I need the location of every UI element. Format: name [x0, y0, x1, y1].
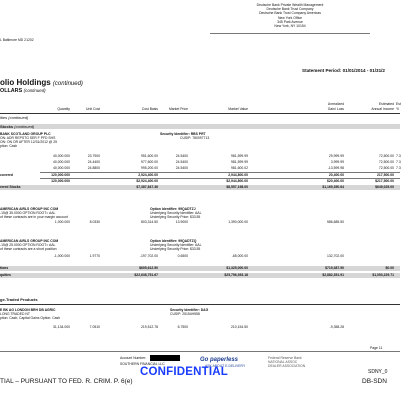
cell-quantity: 40,000.000	[53, 154, 70, 158]
table-row	[0, 166, 400, 171]
cell-market-value: $8,557,198.00	[226, 185, 248, 189]
cell-gain-loss: 20,400.00	[328, 173, 344, 177]
cell-unit-cost: 7.0510	[89, 325, 100, 329]
section-etp-label: ge-Traded Products	[0, 297, 38, 302]
section-label-suffix: (continued)	[8, 115, 29, 120]
option-identifier: Option Identifier: 99QADTZQ	[150, 239, 197, 243]
section-label-text: ities	[0, 115, 8, 120]
option-desc: of these contracts are in your margin account	[0, 215, 68, 219]
cell-quantity: 40,000.000	[53, 166, 70, 170]
issuer-name: BANK SCOTLAND GROUP PLC	[0, 132, 51, 136]
cell-cost-basis: $22,638,751.67	[134, 273, 158, 277]
security-identifier: Security Identifier: DAG	[170, 308, 209, 312]
security-desc: LONG TRADED NT	[0, 312, 30, 316]
underlying-price: Underlying Security Price: $33.55	[150, 215, 201, 219]
dividend-option: ption: Cash	[0, 144, 18, 148]
table-row	[0, 154, 400, 159]
cell-unit-cost: 24.8800	[87, 166, 100, 170]
address-line: New York Office	[277, 15, 303, 20]
cell-cost-basis: 2,924,400.00	[138, 173, 158, 177]
security-identifier: Security Identifier: RBS PRT	[160, 132, 206, 136]
col-unit-cost: Unit Cost	[86, 107, 100, 111]
cell-market-value: 2,944,800.00	[228, 173, 248, 177]
redaction-bar	[150, 355, 180, 361]
cell-market-price: 24.5400	[175, 166, 188, 170]
cell-gain-loss: $20,400.00	[327, 179, 344, 183]
cell-market-price: 24.5400	[175, 154, 188, 158]
title-suffix: (continued)	[52, 81, 83, 87]
cell-annual-income: $649,025.00	[375, 185, 394, 189]
cell-gain-loss: $1,169,350.64	[322, 185, 344, 189]
col-quantity: Quantity	[57, 107, 70, 111]
total-label: erred Stocks	[0, 185, 21, 189]
cell-quantity: -1,000.000	[53, 254, 70, 258]
footer-firm: SOUTHERN FINANCIAL LLC	[120, 362, 165, 366]
cell-cost-basis: $605,612.50	[139, 266, 158, 270]
statement-period: Statement Period: 01/01/2014 - 01/31/2	[302, 68, 385, 73]
cell-market-value: 210,154.50	[231, 325, 248, 329]
cell-yield: 7.3	[396, 166, 401, 170]
col-unrealized-top: Unrealized	[327, 102, 344, 106]
page-number: Page 11	[370, 346, 383, 350]
option-desc: of these contracts are a short position	[0, 247, 57, 251]
sub-label-suffix: (continued)	[14, 124, 35, 129]
issuer-name: AMERICAN AIRLS GROUP INC COM	[0, 239, 59, 243]
sub-label: Stocks	[0, 124, 14, 129]
cell-annual-income: $217,500.00	[375, 179, 394, 183]
total-label: quities	[0, 273, 11, 277]
cell-market-value: 981,599.99	[231, 160, 248, 164]
footer-rule	[0, 351, 400, 352]
dividend-option: ption: Cash; Capital Gains Option: Cash	[0, 316, 61, 320]
cell-market-value: $1,325,000.00	[226, 266, 248, 270]
cell-gain-loss: 586,685.50	[327, 220, 344, 224]
section-preferred-band	[0, 124, 400, 129]
covered-label: covered	[0, 173, 14, 177]
confidential-stamp: CONFIDENTIAL	[140, 366, 229, 378]
cell-cost-basis: -197,702.00	[139, 254, 158, 258]
cell-cost-basis: $2,924,400.00	[136, 179, 158, 183]
cell-yield: 7.3	[396, 154, 401, 158]
cell-annual-income: 72,500.00	[378, 154, 394, 158]
cell-gain-loss: -13,599.98	[327, 166, 344, 170]
cell-cost-basis: 995,200.00	[141, 166, 158, 170]
table-row	[0, 325, 400, 330]
security-desc: ON: ADR REPSTG SER F PFD SHS	[0, 136, 56, 140]
address-line: Deutsche Bank Trust Company	[266, 7, 314, 12]
underlying-identifier: Underlying Security Identifier: AAL	[150, 243, 202, 247]
account-address: L Baltimore MD 21202	[0, 38, 34, 42]
cell-unit-cost: 8.0330	[89, 220, 100, 224]
cell-gain-loss: $719,387.50	[325, 266, 344, 270]
issuer-name: AMERICAN AIRLS GROUP INC COM	[0, 207, 59, 211]
page-title	[0, 78, 83, 87]
bank-address	[250, 3, 330, 28]
address-line: New York, NY 10154	[274, 24, 306, 29]
cell-unit-cost: 1.9770	[89, 254, 100, 258]
cell-market-price: 6.7500	[177, 325, 188, 329]
cell-market-value: $25,756,393.18	[224, 273, 248, 277]
section-equities-label	[0, 115, 28, 120]
regulator-line: NATIONAL ASSOC	[268, 360, 298, 364]
bates-number: DB-SDN	[362, 378, 387, 385]
table-row	[0, 160, 400, 165]
cell-market-price: 13.9000	[175, 220, 188, 224]
cell-annual-income: $1,053,229.71	[372, 273, 394, 277]
col-extra-bottom: Yi	[396, 107, 399, 111]
security-desc: ON: ON OR AFTER 12/31/2012 @ 25	[0, 140, 57, 144]
option-identifier: Option Identifier: 99QADTZJ	[150, 207, 196, 211]
go-paperless-logo: Go paperless	[200, 357, 239, 363]
cell-gain-loss: 3,999.99	[330, 160, 344, 164]
cell-quantity: 31,134.000	[53, 325, 70, 329]
underlying-identifier: Underlying Security Identifier: AAL	[150, 211, 202, 215]
cell-market-value: -65,000.00	[231, 254, 248, 258]
security-total-row	[0, 179, 400, 184]
cell-market-value: $2,944,800.00	[226, 179, 248, 183]
option-desc: -15@ 35.0000 OPTION ROOT= AAL	[0, 211, 56, 215]
cusip: CUSIP: 780097713	[180, 136, 210, 140]
section-preferred-label	[0, 124, 34, 129]
col-market-value: Market Value	[228, 107, 248, 111]
cell-cost-basis: 803,314.50	[141, 220, 158, 224]
cell-gain-loss: -9,358.28	[329, 325, 344, 329]
table-row	[0, 220, 400, 225]
cusip: CUSIP: 25154H558	[170, 312, 200, 316]
cell-quantity: 120,000.000	[51, 179, 70, 183]
cell-cost-basis: 951,600.00	[141, 154, 158, 158]
address-line: 345 Park Avenue	[277, 19, 303, 24]
bates-number: SDNY_0	[368, 369, 388, 375]
cell-gain-loss: 132,702.00	[327, 254, 344, 258]
currency-subtitle	[0, 88, 46, 94]
cell-market-value: 1,390,000.00	[228, 220, 248, 224]
total-label: tions	[0, 266, 9, 270]
col-estimated-top: Estimated	[378, 102, 394, 106]
header-rule	[210, 33, 370, 34]
cell-annual-income: 72,500.00	[378, 160, 394, 164]
cell-annual-income: 217,500.00	[377, 173, 394, 177]
cell-unit-cost: 24.4400	[87, 160, 100, 164]
go-paperless-sub: ASK ABOUT E-DELIVERY	[205, 364, 246, 368]
address-line: Deutsche Bank Trust Company Americas	[259, 11, 321, 16]
cell-quantity: 120,000.000	[51, 173, 70, 177]
cell-market-price: 0.6500	[177, 254, 188, 258]
confidential-notice: TIAL – PURSUANT TO FED. R. CRIM. P. 6(e)	[0, 378, 133, 385]
cell-quantity: 40,000.000	[53, 160, 70, 164]
option-desc: -15@ 25.0000 OPTION ROOT= AAL	[0, 243, 56, 247]
subtitle-suffix: (continued)	[23, 88, 46, 93]
col-unrealized-bottom: Gain/ Loss	[327, 107, 344, 111]
cell-annual-income: 72,500.00	[378, 166, 394, 170]
cell-market-price: 24.5400	[175, 160, 188, 164]
preferred-total-row	[0, 185, 400, 190]
title-text: olio Holdings	[0, 78, 51, 87]
subtitle-text: OLLARS	[0, 88, 23, 94]
col-market-price: Market Price	[168, 107, 188, 111]
cell-annual-income: $0.00	[385, 266, 394, 270]
cell-cost-basis: 219,512.78	[141, 325, 158, 329]
cell-gain-loss: $2,882,351.91	[322, 273, 344, 277]
cell-yield: 7.3	[396, 160, 401, 164]
options-total-row	[0, 266, 400, 271]
regulator-line: Federal Reserve Bank	[268, 356, 302, 360]
issuer-name: E BK AG LONDON BRH DB AGRIC	[0, 308, 56, 312]
header-divider	[0, 113, 400, 114]
equities-total-row	[0, 273, 400, 278]
cell-quantity: 1,000.000	[54, 220, 70, 224]
cell-market-value: 981,600.02	[231, 166, 248, 170]
col-cost-basis: Cost Basis	[141, 107, 158, 111]
column-header	[0, 107, 400, 112]
table-row	[0, 254, 400, 259]
cell-cost-basis: 977,600.00	[141, 160, 158, 164]
address-line: Deutsche Bank Private Wealth Management	[256, 3, 324, 7]
regulator-line: DEALER ASSOCIATION	[268, 364, 306, 368]
account-number-label: Account Number:	[120, 356, 147, 360]
underlying-price: Underlying Security Price: $33.55	[150, 247, 201, 251]
section-divider	[0, 304, 400, 305]
cell-gain-loss: 29,999.99	[328, 154, 344, 158]
cell-market-value: 981,599.99	[231, 154, 248, 158]
col-estimated-bottom: Annual Income	[371, 107, 394, 111]
cell-cost-basis: $7,387,847.36	[136, 185, 158, 189]
col-extra-top: Est	[396, 102, 401, 106]
cell-unit-cost: 23.7900	[87, 154, 100, 158]
